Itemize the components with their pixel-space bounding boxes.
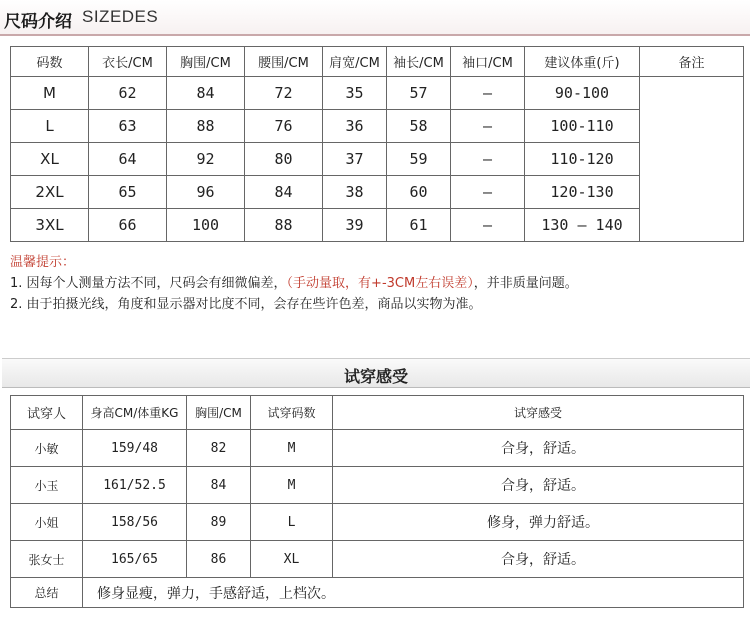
size-cell: –	[451, 77, 525, 110]
size-cell: 100-110	[525, 110, 640, 143]
tester-name: 小姐	[11, 504, 83, 541]
size-header-cell: 码数	[11, 47, 89, 77]
size-cell: 39	[323, 209, 387, 242]
size-cell: 2XL	[11, 176, 89, 209]
size-cell: 76	[245, 110, 323, 143]
size-cell: 96	[167, 176, 245, 209]
size-cell: 66	[89, 209, 167, 242]
size-header-cell: 胸围/CM	[167, 47, 245, 77]
size-header-cell: 备注	[640, 47, 744, 77]
tester-feedback: 修身，弹力舒适。	[333, 504, 744, 541]
size-cell: 38	[323, 176, 387, 209]
size-cell: 72	[245, 77, 323, 110]
size-cell: 58	[387, 110, 451, 143]
size-header-cell: 腰围/CM	[245, 47, 323, 77]
size-cell: 62	[89, 77, 167, 110]
size-cell: 63	[89, 110, 167, 143]
try-header-cell: 试穿人	[11, 396, 83, 430]
size-cell: 90-100	[525, 77, 640, 110]
note-cell	[640, 209, 744, 242]
size-cell: L	[11, 110, 89, 143]
tips-line-1-end: ，并非质量问题。	[473, 276, 578, 291]
tester-name: 张女士	[11, 541, 83, 578]
try-header-cell: 试穿码数	[251, 396, 333, 430]
try-header-cell: 胸围/CM	[187, 396, 251, 430]
size-cell: 60	[387, 176, 451, 209]
size-header-cell: 袖长/CM	[387, 47, 451, 77]
size-cell: 84	[245, 176, 323, 209]
size-table-row	[11, 143, 744, 176]
tester-feedback: 合身，舒适。	[333, 467, 744, 504]
size-section-subtitle: SIZEDES	[82, 7, 159, 26]
size-table-row	[11, 176, 744, 209]
size-cell: 120-130	[525, 176, 640, 209]
tester-height-weight: 158/56	[83, 504, 187, 541]
size-cell: M	[11, 77, 89, 110]
tester-bust: 89	[187, 504, 251, 541]
tester-height-weight: 165/65	[83, 541, 187, 578]
size-cell: 59	[387, 143, 451, 176]
tips-line-2: 2. 由于拍摄光线，角度和显示器对比度不同，会存在些许色差，商品以实物为准。	[10, 297, 482, 312]
try-table-row	[11, 541, 744, 578]
size-cell: 37	[323, 143, 387, 176]
size-section-title: 尺码介绍	[4, 12, 72, 32]
size-cell: 35	[323, 77, 387, 110]
size-cell: 36	[323, 110, 387, 143]
tester-size: M	[251, 467, 333, 504]
size-cell: 65	[89, 176, 167, 209]
size-header-cell: 衣长/CM	[89, 47, 167, 77]
size-cell: 110-120	[525, 143, 640, 176]
try-header-cell: 试穿感受	[333, 396, 744, 430]
tester-name: 小玉	[11, 467, 83, 504]
tester-size: M	[251, 430, 333, 467]
summary-text: 修身显瘦，弹力，手感舒适，上档次。	[83, 578, 744, 608]
size-cell: 88	[167, 110, 245, 143]
size-cell: 130 – 140	[525, 209, 640, 242]
size-cell: 64	[89, 143, 167, 176]
tester-name: 小敏	[11, 430, 83, 467]
size-cell: –	[451, 176, 525, 209]
try-table-row	[11, 504, 744, 541]
size-cell: XL	[11, 143, 89, 176]
tester-bust: 86	[187, 541, 251, 578]
tips-heading: 温馨提示：	[10, 255, 76, 270]
tester-height-weight: 161/52.5	[83, 467, 187, 504]
size-cell: 57	[387, 77, 451, 110]
size-header-cell: 建议体重(斤)	[525, 47, 640, 77]
size-cell: 80	[245, 143, 323, 176]
note-cell	[640, 143, 744, 176]
size-cell: –	[451, 110, 525, 143]
try-section-title: 试穿感受	[343, 367, 408, 386]
size-header-cell: 袖口/CM	[451, 47, 525, 77]
tester-feedback: 合身，舒适。	[333, 430, 744, 467]
try-table-row	[11, 430, 744, 467]
size-table	[10, 46, 744, 242]
size-table-header-row	[11, 47, 744, 77]
tester-size: XL	[251, 541, 333, 578]
size-cell: 88	[245, 209, 323, 242]
tips-line-1-highlight: （手动量取，有+-3CM左右误差）	[286, 276, 474, 291]
try-section-header	[2, 358, 750, 388]
tester-bust: 84	[187, 467, 251, 504]
tester-size: L	[251, 504, 333, 541]
try-summary-row	[11, 578, 744, 608]
tips-block	[10, 252, 745, 315]
tester-bust: 82	[187, 430, 251, 467]
try-table	[10, 395, 744, 608]
size-header-cell: 肩宽/CM	[323, 47, 387, 77]
try-table-row	[11, 467, 744, 504]
note-cell	[640, 77, 744, 110]
tips-line-1-text: 1. 因每个人测量方法不同，尺码会有细微偏差，	[10, 276, 287, 291]
size-cell: 92	[167, 143, 245, 176]
tester-height-weight: 159/48	[83, 430, 187, 467]
size-section-header	[0, 0, 750, 36]
size-cell: 61	[387, 209, 451, 242]
try-table-header-row	[11, 396, 744, 430]
size-cell: –	[451, 143, 525, 176]
try-header-cell: 身高CM/体重KG	[83, 396, 187, 430]
tester-feedback: 合身，舒适。	[333, 541, 744, 578]
size-table-row	[11, 77, 744, 110]
note-cell	[640, 110, 744, 143]
size-cell: 100	[167, 209, 245, 242]
note-cell	[640, 176, 744, 209]
tips-line-1	[10, 273, 745, 294]
size-cell: 84	[167, 77, 245, 110]
size-cell: 3XL	[11, 209, 89, 242]
size-table-row	[11, 209, 744, 242]
size-table-row	[11, 110, 744, 143]
summary-label: 总结	[11, 578, 83, 608]
size-cell: –	[451, 209, 525, 242]
